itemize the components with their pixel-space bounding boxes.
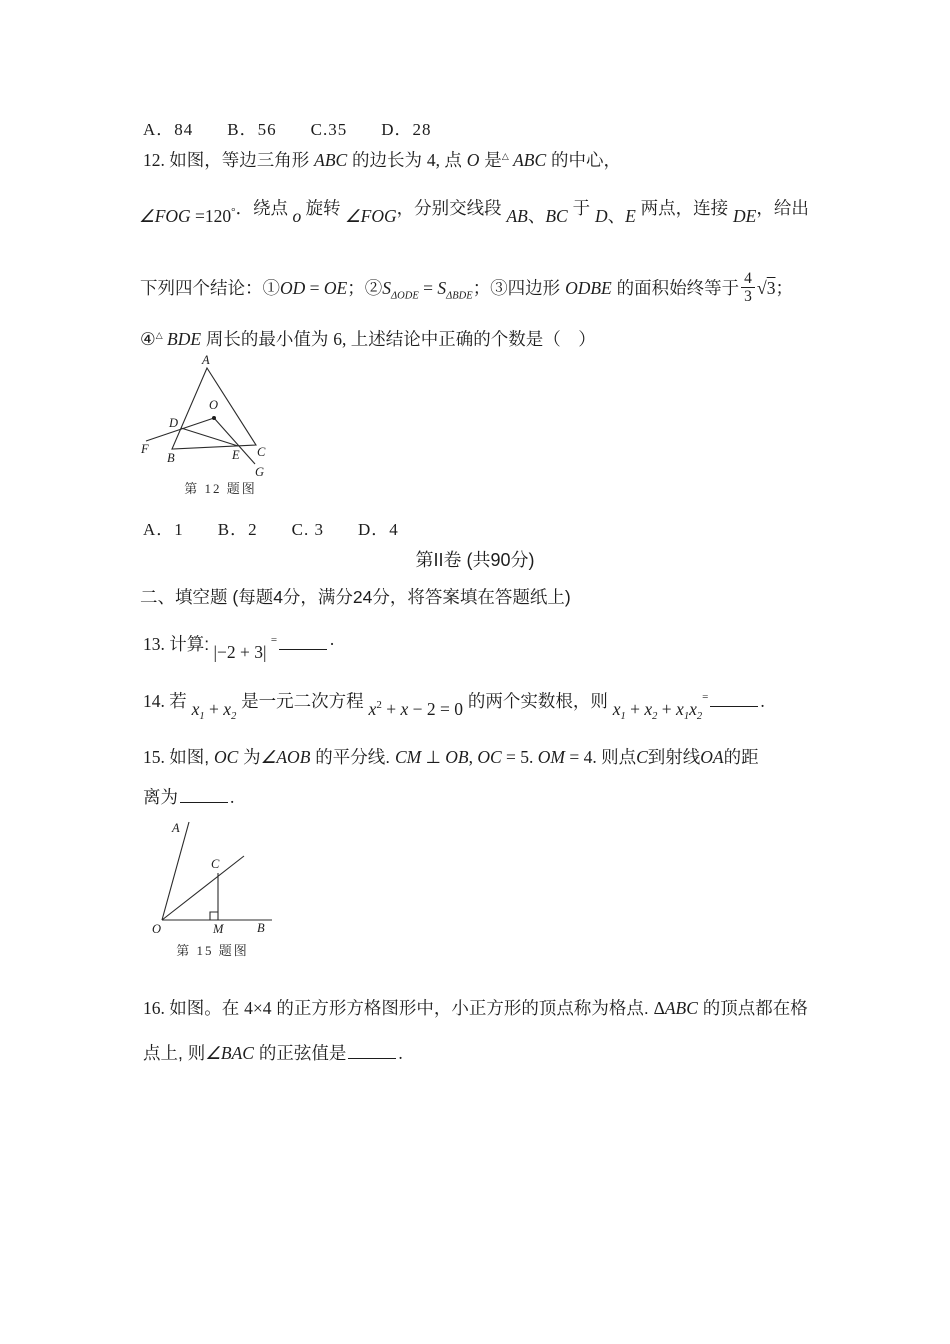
- text-segment: ∠BAC: [205, 1043, 254, 1063]
- text-segment: 若: [169, 690, 192, 711]
- q11-option-c: C.35: [310, 120, 348, 139]
- text-segment: 于: [567, 197, 595, 218]
- text-segment: ，给出: [756, 197, 809, 218]
- label-c: C: [257, 445, 266, 459]
- text-segment: D: [594, 205, 608, 226]
- text-segment: △: [155, 331, 163, 341]
- text-segment: 2: [231, 711, 237, 723]
- text-segment: BC: [545, 205, 568, 226]
- text-segment: ；③四边形: [472, 278, 566, 298]
- text-segment: x: [612, 698, 621, 719]
- text-segment: .: [230, 787, 235, 807]
- text-segment: +: [657, 698, 677, 719]
- q12-option-b: B．2: [217, 520, 258, 539]
- text-segment: OB: [445, 747, 469, 767]
- text-segment: OM: [537, 747, 565, 767]
- part-2-title: [0, 549, 950, 572]
- text-segment: S: [382, 278, 391, 298]
- text-segment: .: [398, 1043, 403, 1063]
- text-segment: 的两个实数根，则: [462, 690, 613, 711]
- q12-line-4: [140, 325, 596, 351]
- text-segment: 如图,: [169, 747, 214, 767]
- q11-option-a: A．84: [143, 120, 194, 139]
- text-segment: OD: [280, 278, 306, 298]
- text-segment: =: [305, 278, 324, 298]
- text-segment: ．绕点: [235, 197, 289, 218]
- text-segment: ΔODE: [390, 290, 419, 302]
- text-segment: ΔBDE: [446, 290, 473, 302]
- text-segment: 的距: [723, 747, 759, 767]
- q16-line-1: [143, 997, 808, 1020]
- text-segment: 1: [683, 711, 690, 723]
- q12-line-2: [139, 193, 809, 226]
- text-segment: ABC: [508, 149, 547, 170]
- point-o-dot: [212, 416, 216, 420]
- label-b: B: [167, 451, 175, 465]
- text-segment: 是: [479, 149, 502, 170]
- text-segment: 旋转: [305, 197, 341, 218]
- answer-blank: [279, 634, 327, 650]
- text-segment: ，分别交线段: [396, 197, 507, 218]
- text-segment: − 2 = 0: [408, 698, 463, 719]
- text-segment: .: [760, 690, 765, 711]
- label-m: M: [213, 922, 224, 936]
- label-o: O: [152, 922, 162, 936]
- text-segment: △: [501, 152, 509, 162]
- text-segment: ·: [329, 633, 335, 654]
- text-segment: ,: [468, 747, 478, 767]
- text-segment: x: [223, 698, 232, 719]
- text-segment: +: [381, 698, 401, 719]
- text-segment: ⊥: [421, 747, 446, 767]
- text-segment: = 5.: [501, 747, 538, 767]
- text-segment: 12.: [143, 149, 170, 170]
- label-g: G: [255, 465, 265, 478]
- text-segment: 13.: [143, 633, 170, 654]
- text-segment: 的边长为: [347, 149, 427, 170]
- text-segment: ；②: [347, 278, 383, 298]
- text-segment: 计算:: [169, 633, 210, 654]
- text-segment: 点: [444, 149, 467, 170]
- q15-line-1: [143, 746, 759, 769]
- text-segment: 如图，等边三角形: [169, 149, 315, 170]
- q12-option-d: D．4: [357, 520, 399, 539]
- q12-options-row: [143, 518, 399, 541]
- text-segment: 的平分线.: [310, 747, 395, 767]
- text-segment: 14.: [143, 690, 170, 711]
- q16-line-2: [143, 1042, 403, 1065]
- label-c: C: [211, 857, 220, 871]
- text-segment: 到射线: [647, 747, 701, 767]
- text-segment: OC: [477, 747, 502, 767]
- text-segment: BDE: [162, 328, 202, 349]
- text-segment: 的中心，: [546, 149, 622, 170]
- text-segment: 的正方形方格图形中，小正方形的顶点称为格点.: [271, 998, 654, 1018]
- part-2-title-text: 第II卷 (共90分): [415, 550, 535, 570]
- text-segment: +: [625, 698, 645, 719]
- text-segment: 离为: [143, 787, 178, 807]
- text-segment: =: [270, 634, 278, 646]
- text-segment: 如图。在: [169, 998, 245, 1018]
- text-segment: √3: [756, 278, 776, 298]
- text-segment: =: [418, 278, 438, 298]
- text-segment: 下列四个结论：①: [140, 278, 280, 298]
- text-segment: x: [368, 698, 377, 719]
- text-segment: x: [191, 698, 200, 719]
- text-segment: 的顶点都在格: [697, 998, 808, 1018]
- answer-blank: [180, 787, 228, 803]
- text-segment: E: [625, 205, 636, 226]
- text-segment: +: [204, 698, 224, 719]
- q11-options-row: [143, 118, 432, 141]
- ray-oa: [162, 822, 189, 920]
- q13-line: [143, 629, 335, 662]
- segment-de: [181, 428, 238, 446]
- text-segment: x: [400, 698, 409, 719]
- q11-option-d: D．28: [381, 120, 432, 139]
- text-segment: 、: [527, 205, 546, 226]
- label-o: O: [209, 398, 219, 412]
- q12-option-a: A．1: [143, 520, 184, 539]
- text-segment: 2: [376, 699, 382, 711]
- text-segment: ；: [775, 278, 793, 298]
- q12-line-3: [140, 268, 793, 317]
- figure-q12-drawing: [133, 352, 308, 478]
- text-segment: 16.: [143, 998, 170, 1018]
- ray-oc: [162, 856, 244, 920]
- label-a: A: [202, 353, 210, 367]
- answer-blank: [348, 1043, 396, 1059]
- text-segment: 则点: [601, 747, 637, 767]
- section-2-heading: [140, 586, 571, 609]
- text-segment: 为: [238, 747, 261, 767]
- label-f: F: [141, 442, 149, 456]
- text-segment: =120: [190, 205, 232, 226]
- q12-line-1: [143, 146, 621, 172]
- q12-option-c: C. 3: [291, 520, 324, 539]
- text-segment: CM: [394, 747, 422, 767]
- text-segment: 、: [607, 205, 626, 226]
- figure-q12-caption: 第 12 题图: [184, 481, 257, 496]
- text-segment: 上述结论中正确的个数是（ ）: [350, 328, 596, 349]
- right-angle-mark: [210, 912, 218, 920]
- text-segment: 两点，连接: [635, 197, 734, 218]
- text-segment: OC: [213, 747, 239, 767]
- section-2-heading-text: 二、填空题 (每题4分，满分24分，将答案填在答题纸上): [140, 587, 571, 607]
- answer-blank: [710, 691, 758, 707]
- text-segment: DE: [733, 205, 757, 226]
- text-segment: 4,: [426, 149, 445, 170]
- ray-of: [146, 418, 214, 441]
- text-segment: O: [466, 149, 480, 170]
- label-a: A: [172, 821, 180, 835]
- text-segment: ABC: [664, 998, 698, 1018]
- text-segment: 周长的最小值为: [201, 328, 334, 349]
- text-segment: 的面积始终等于: [611, 278, 740, 298]
- text-segment: 的正弦值是: [253, 1043, 347, 1063]
- text-segment: Δ: [653, 998, 665, 1018]
- text-segment: 6,: [333, 328, 351, 349]
- text-segment: x: [689, 698, 697, 719]
- text-segment: OA: [700, 747, 724, 767]
- text-segment: 点上, 则: [143, 1043, 206, 1063]
- text-segment: 2: [696, 711, 703, 723]
- text-segment: 是一元二次方程: [236, 690, 369, 711]
- q15-line-2: [143, 786, 234, 809]
- text-segment: °: [231, 206, 236, 218]
- text-segment: x: [676, 698, 684, 719]
- label-d: D: [169, 416, 179, 430]
- text-segment: S: [437, 278, 447, 298]
- text-segment: 2: [652, 711, 658, 723]
- q14-line: [143, 686, 765, 723]
- text-segment: 4×4: [244, 998, 272, 1018]
- text-segment: OE: [323, 278, 348, 298]
- text-segment: |−2 + 3|: [209, 641, 271, 662]
- text-segment: ABC: [314, 149, 348, 170]
- label-b: B: [257, 921, 265, 935]
- q11-option-b: B．56: [227, 120, 277, 139]
- text-segment: ODBE: [565, 278, 612, 298]
- text-segment: x: [644, 698, 653, 719]
- text-segment: 1: [620, 711, 626, 723]
- figure-q15-caption: 第 15 题图: [176, 943, 249, 958]
- text-segment: 1: [199, 711, 205, 723]
- text-segment: =: [702, 691, 709, 703]
- text-segment: ∠AOB: [260, 747, 311, 767]
- text-segment: 15.: [143, 747, 170, 767]
- text-segment: AB: [506, 205, 528, 226]
- text-segment: o: [288, 205, 306, 226]
- text-segment: = 4.: [564, 747, 602, 767]
- text-segment: ④: [140, 328, 156, 349]
- text-segment: $\frac{4}{3}$: [741, 270, 755, 306]
- text-segment: ∠FOG: [340, 205, 397, 226]
- text-segment: ∠FOG: [139, 205, 191, 226]
- figure-q15-drawing: [130, 816, 295, 936]
- text-segment: C: [636, 747, 648, 767]
- label-e: E: [232, 448, 240, 462]
